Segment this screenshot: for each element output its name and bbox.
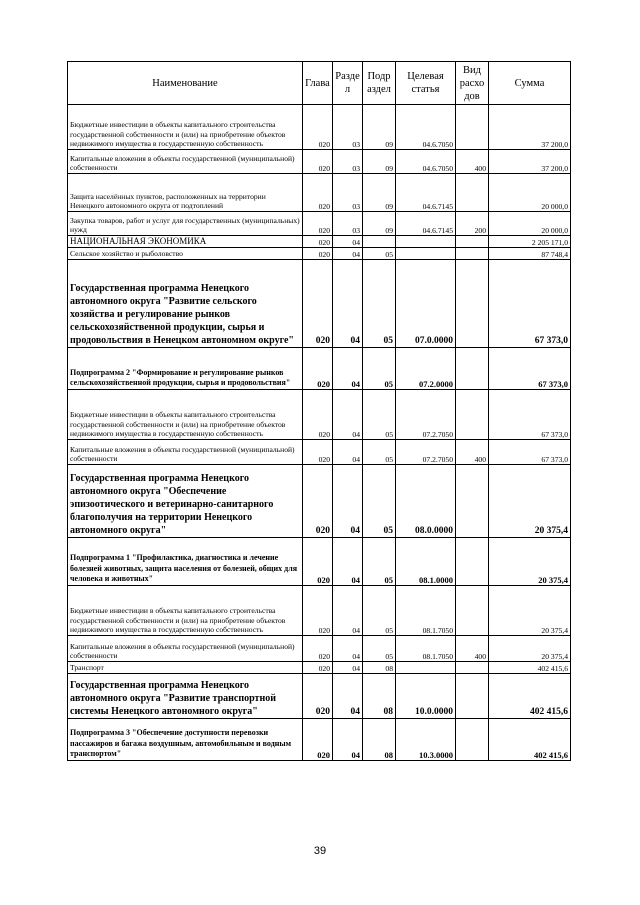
row-razdel: 04: [333, 248, 363, 260]
table-row: [68, 390, 571, 440]
row-target: 04.6.7145: [396, 174, 456, 212]
table-row: [68, 150, 571, 174]
row-vid: [456, 586, 489, 636]
budget-table: [67, 61, 571, 761]
row-target: 08.1.7050: [396, 586, 456, 636]
row-razdel: 03: [333, 150, 363, 174]
row-razdel: 04: [333, 260, 363, 348]
row-vid: [456, 538, 489, 586]
row-glava: 020: [303, 260, 333, 348]
row-target: 10.3.0000: [396, 719, 456, 761]
row-name: Подпрограмма 1 "Профилактика, диагностика и лечение болезней животных, защита населения от болезней, общих для человека и животных": [68, 538, 303, 586]
header-razdel: Разде л: [333, 62, 363, 105]
row-razdel: 04: [333, 348, 363, 390]
row-name: Бюджетные инвестиции в объекты капитального строительства государственной собственности и (или) на приобретение объектов недвижимого имущества в государственную собственность: [68, 390, 303, 440]
row-vid: [456, 174, 489, 212]
header-podrazdel: Подр аздел: [363, 62, 396, 105]
row-name: Капитальные вложения в объекты государственной (муниципальной) собственности: [68, 150, 303, 174]
row-podrazdel: 05: [363, 465, 396, 538]
row-sum: 67 373,0: [489, 348, 571, 390]
row-glava: 020: [303, 174, 333, 212]
row-sum: 20 375,4: [489, 636, 571, 662]
row-glava: 020: [303, 390, 333, 440]
row-glava: 020: [303, 465, 333, 538]
row-sum: 20 375,4: [489, 465, 571, 538]
row-glava: 020: [303, 674, 333, 719]
row-name: Закупка товаров, работ и услуг для государственных (муниципальных) нужд: [68, 212, 303, 236]
row-name: Подпрограмма 2 "Формирование и регулирование рынков сельскохозяйственной продукции, сырья и продовольствия": [68, 348, 303, 390]
page-number: 39: [313, 845, 327, 857]
row-sum: 20 000,0: [489, 174, 571, 212]
row-vid: [456, 465, 489, 538]
row-name: Государственная программа Ненецкого автономного округа "Развитие транспортной системы Ненецкого автономного округа": [68, 674, 303, 719]
row-podrazdel: 09: [363, 150, 396, 174]
row-podrazdel: 09: [363, 212, 396, 236]
row-glava: 020: [303, 538, 333, 586]
row-name: Бюджетные инвестиции в объекты капитального строительства государственной собственности и (или) на приобретение объектов недвижимого имущества в государственную собственность: [68, 586, 303, 636]
row-razdel: 04: [333, 636, 363, 662]
header-glava: Глава: [303, 62, 333, 105]
table-row: [68, 248, 571, 260]
row-sum: 2 205 171,0: [489, 236, 571, 248]
row-podrazdel: 05: [363, 440, 396, 465]
row-name: Государственная программа Ненецкого автономного округа "Обеспечение эпизоотического и ветеринарно-санитарного благополучия на территории Ненецкого автономного округа": [68, 465, 303, 538]
row-vid: 400: [456, 636, 489, 662]
row-podrazdel: 05: [363, 538, 396, 586]
row-target: 07.2.0000: [396, 348, 456, 390]
row-razdel: 04: [333, 236, 363, 248]
row-target: 10.0.0000: [396, 674, 456, 719]
table-header-row: [68, 62, 571, 105]
row-podrazdel: 09: [363, 174, 396, 212]
row-glava: 020: [303, 248, 333, 260]
table-row: [68, 465, 571, 538]
row-vid: [456, 260, 489, 348]
table-row: [68, 538, 571, 586]
row-sum: 20 375,4: [489, 538, 571, 586]
table-row: [68, 674, 571, 719]
row-vid: 200: [456, 212, 489, 236]
row-name: Сельское хозяйство и рыболовство: [68, 248, 303, 260]
row-glava: 020: [303, 719, 333, 761]
header-name: Наименование: [68, 62, 303, 105]
row-target: [396, 662, 456, 674]
row-sum: 37 200,0: [489, 105, 571, 150]
row-target: 04.6.7050: [396, 150, 456, 174]
row-sum: 67 373,0: [489, 260, 571, 348]
table-row: [68, 440, 571, 465]
row-target: 07.2.7050: [396, 440, 456, 465]
row-name: Защита населённых пунктов, расположенных на территории Ненецкого автономного округа от подтоплений: [68, 174, 303, 212]
row-glava: 020: [303, 348, 333, 390]
row-glava: 020: [303, 212, 333, 236]
header-vid: Вид расхо дов: [456, 62, 489, 105]
table-row: [68, 212, 571, 236]
row-vid: [456, 348, 489, 390]
table-row: [68, 236, 571, 248]
row-razdel: 04: [333, 440, 363, 465]
row-vid: [456, 719, 489, 761]
row-glava: 020: [303, 662, 333, 674]
row-glava: 020: [303, 440, 333, 465]
header-sum: Сумма: [489, 62, 571, 105]
row-podrazdel: 08: [363, 662, 396, 674]
row-sum: 20 375,4: [489, 586, 571, 636]
row-podrazdel: 05: [363, 586, 396, 636]
row-vid: [456, 390, 489, 440]
row-podrazdel: 05: [363, 260, 396, 348]
table-row: [68, 174, 571, 212]
row-podrazdel: 09: [363, 105, 396, 150]
row-glava: 020: [303, 236, 333, 248]
row-name: Капитальные вложения в объекты государственной (муниципальной) собственности: [68, 636, 303, 662]
row-target: 04.6.7145: [396, 212, 456, 236]
row-name: Бюджетные инвестиции в объекты капитального строительства государственной собственности и (или) на приобретение объектов недвижимого имущества в государственную собственность: [68, 105, 303, 150]
row-razdel: 03: [333, 105, 363, 150]
row-name: Подпрограмма 3 "Обеспечение доступности перевозки пассажиров и багажа воздушным, автомобильным и водным транспортом": [68, 719, 303, 761]
row-razdel: 04: [333, 662, 363, 674]
row-target: 08.1.0000: [396, 538, 456, 586]
row-name: Государственная программа Ненецкого автономного округа "Развитие сельского хозяйства и регулирование рынков сельскохозяйственной продукции, сырья и продовольствия в Ненецком автономном округе": [68, 260, 303, 348]
row-vid: 400: [456, 150, 489, 174]
row-name: Транспорт: [68, 662, 303, 674]
table-row: [68, 636, 571, 662]
row-sum: 67 373,0: [489, 390, 571, 440]
row-vid: [456, 248, 489, 260]
row-razdel: 03: [333, 212, 363, 236]
row-target: 08.1.7050: [396, 636, 456, 662]
row-vid: [456, 662, 489, 674]
row-razdel: 03: [333, 174, 363, 212]
row-glava: 020: [303, 150, 333, 174]
table-row: [68, 348, 571, 390]
row-target: [396, 236, 456, 248]
row-vid: [456, 674, 489, 719]
row-vid: 400: [456, 440, 489, 465]
table-row: [68, 586, 571, 636]
row-razdel: 04: [333, 674, 363, 719]
row-target: [396, 248, 456, 260]
row-sum: 67 373,0: [489, 440, 571, 465]
row-target: 04.6.7050: [396, 105, 456, 150]
table-row: [68, 260, 571, 348]
header-target: Целевая статья: [396, 62, 456, 105]
row-razdel: 04: [333, 719, 363, 761]
row-target: 08.0.0000: [396, 465, 456, 538]
row-name: НАЦИОНАЛЬНАЯ ЭКОНОМИКА: [68, 236, 303, 248]
row-sum: 402 415,6: [489, 662, 571, 674]
row-razdel: 04: [333, 390, 363, 440]
row-razdel: 04: [333, 465, 363, 538]
row-podrazdel: 05: [363, 248, 396, 260]
row-glava: 020: [303, 586, 333, 636]
row-podrazdel: 05: [363, 348, 396, 390]
row-podrazdel: 08: [363, 719, 396, 761]
row-vid: [456, 105, 489, 150]
row-podrazdel: [363, 236, 396, 248]
row-sum: 402 415,6: [489, 719, 571, 761]
table-row: [68, 662, 571, 674]
row-target: 07.2.7050: [396, 390, 456, 440]
row-podrazdel: 08: [363, 674, 396, 719]
row-glava: 020: [303, 105, 333, 150]
row-name: Капитальные вложения в объекты государственной (муниципальной) собственности: [68, 440, 303, 465]
row-sum: 37 200,0: [489, 150, 571, 174]
row-podrazdel: 05: [363, 636, 396, 662]
row-vid: [456, 236, 489, 248]
row-target: 07.0.0000: [396, 260, 456, 348]
row-sum: 402 415,6: [489, 674, 571, 719]
row-razdel: 04: [333, 586, 363, 636]
table-row: [68, 719, 571, 761]
row-podrazdel: 05: [363, 390, 396, 440]
table-row: [68, 105, 571, 150]
row-sum: 87 748,4: [489, 248, 571, 260]
row-razdel: 04: [333, 538, 363, 586]
row-glava: 020: [303, 636, 333, 662]
row-sum: 20 000,0: [489, 212, 571, 236]
